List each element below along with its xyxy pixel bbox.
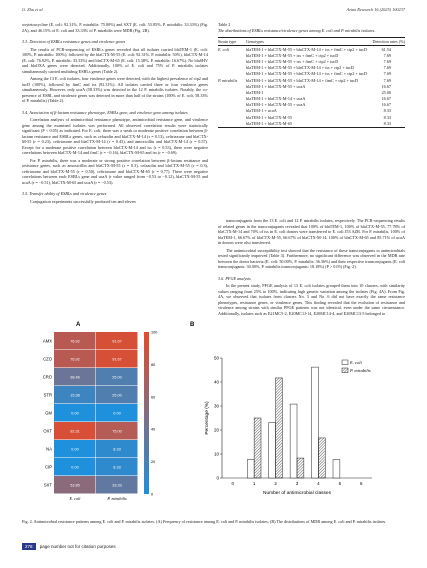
panel-label-a: A bbox=[76, 322, 81, 328]
running-header bbox=[22, 7, 405, 12]
legend-swatch bbox=[342, 360, 348, 365]
panel-label-b: B bbox=[190, 322, 195, 328]
table-cell: blaTEM-1 + blaCTX-M-65 bbox=[246, 120, 371, 127]
heatmap-value: 25.00 bbox=[112, 393, 122, 398]
table-cell: 8.33 bbox=[371, 120, 405, 127]
section-heading: 3.3. Detection of ESBLs resistance genes and virulence genes bbox=[22, 39, 126, 44]
table-cell: blaTEM-1 + blaCTX-M-55 + iss + fimC + ctp2 + iucD bbox=[246, 52, 339, 58]
table-cell: blaTEM-1 + blaCTX-M-55 + iss + fimC + ctp2 + iucD bbox=[246, 58, 339, 64]
heatmap-row-label: SXT bbox=[43, 482, 52, 488]
x-tick-label: 0 bbox=[231, 481, 234, 486]
heatmap-col-label: P. mirabilis bbox=[107, 496, 127, 501]
heatmap-value: 0.00 bbox=[71, 411, 79, 416]
table-cell: blaTEM-1 + blaCTX-M-14 + ucaA bbox=[246, 96, 306, 102]
table-cell: 61.54 bbox=[381, 46, 391, 52]
paragraph: transconjugants from the 13 E. coli and 12 P. mirabilis isolates, respectively. The PCR-sequencing results of related genes in the transconjugants revealed that 100% of blaTEM-1, 100% of blaCTX-M-55, 77.78% of blaCTX-M-14 and 70% of iss in E. coli donors were transferred to E. coli J53 AZR. For P. mirabilis, 100% of blaTEM-1, 66.67% of blaCTX-M-55, 66.67% of blaCTX-M-14, 100% of blaCTX-M-65 and 85.71% of ucaA in donors were also transferred. bbox=[218, 218, 405, 245]
x-tick-label: 3 bbox=[295, 481, 299, 486]
colorbar-tick: 0 bbox=[151, 492, 154, 497]
footer-note: page number not for citation purposes bbox=[39, 544, 116, 549]
heatmap-value: 38.46 bbox=[70, 375, 80, 380]
y-axis-label: Percentage (%) bbox=[205, 401, 210, 435]
right-column bbox=[218, 218, 405, 318]
table-cell: 7.69 bbox=[383, 52, 391, 58]
table-cell: blaTEM-1 bbox=[246, 89, 264, 95]
heatmap-value: 91.67 bbox=[112, 357, 122, 362]
table-header-cell: Detection rates (%) bbox=[372, 38, 405, 44]
table-cell: blaTEM-1 + blaCTX-M-55 + blaCTX-M-14 + iss + fimC + ctp2 + iucD bbox=[246, 71, 367, 77]
table-row bbox=[218, 46, 405, 53]
heatmap-value: 53.85 bbox=[70, 483, 80, 488]
table-cell: 8.33 bbox=[383, 114, 391, 120]
table-cell: 7.69 bbox=[383, 58, 391, 64]
table-cell bbox=[218, 120, 246, 127]
table-cell: blaTEM-1 + blaCTX-M-55 + blaCTX-M-14 + fimC + ctp2 + iucD bbox=[246, 77, 359, 83]
paragraph: For P. mirabilis, there was a moderate or strong positive correlation between β-lactam resistance and resistance genes, such as amoxicillin and blaCTX-M-55 (r = 0.3), cefazolin and blaCTX-M-55 (r = 0.3), ceftriaxone and blaCTX-M-55 (r = 0.50), ceftriaxone and blaCTX-M-65 (r = 0.77). There were negative correlations between each ESBLs gene and ucaA (r value ranged from −0.53 to −0.12), blaCTX-M-55 and ucaA (r = −0.51), blaCTX-M-65 and ucaA (r = −0.53). bbox=[22, 157, 208, 185]
y-tick-label: 30 bbox=[213, 403, 219, 409]
legend-swatch bbox=[342, 368, 348, 373]
data-table bbox=[218, 37, 405, 128]
table-cell: 8.33 bbox=[383, 108, 391, 114]
heatmap-row-label: CIP bbox=[45, 464, 52, 470]
figure-caption: Fig. 2. Antimicrobial resistance patterns among E. coli and P. mirabilis isolates. (A) Frequency of resistance among E. coli and P. mirabilis isolates; (B) The distributions of MDR among E. coli and P. mirabilis isolates. bbox=[22, 519, 387, 524]
heatmap-value: 25.00 bbox=[112, 375, 122, 380]
x-tick-label: 5 bbox=[338, 481, 342, 486]
bar-p-mirabilis bbox=[297, 458, 304, 478]
y-tick-label: 20 bbox=[213, 427, 219, 433]
page-footer bbox=[22, 544, 116, 549]
heatmap-row-label: STR bbox=[43, 392, 52, 398]
table-title: The distributions of ESBLs resistance/virulence genes among E. coli and P. mirabilis isolates. bbox=[218, 28, 376, 34]
table-cell: blaTEM-1 + blaCTX-M-55 + blaCTX-M-14 + iss + ctp2 + iucD bbox=[246, 65, 354, 71]
colorbar-tick: 100 bbox=[151, 330, 158, 335]
heatmap-value: 76.92 bbox=[70, 339, 80, 344]
bar-p-mirabilis bbox=[318, 438, 325, 478]
section-heading: 3.5. Transfer ability of ESBLs and virulence genes bbox=[22, 191, 107, 196]
x-tick-label: 6 bbox=[360, 481, 363, 486]
table-cell: blaTEM-1 + blaCTX-M-55 + ucaA bbox=[246, 83, 306, 89]
heatmap-value: 33.33 bbox=[112, 483, 122, 488]
bar-e-coli bbox=[312, 367, 319, 478]
heatmap-value: 8.33 bbox=[113, 447, 121, 452]
paragraph: Correlation analysis of antimicrobial resistance phenotype, antimicrobial resistance gene, and virulence gene among the examined isolates was performed. All observed correlation results were statistically significant (P < 0.05) as indicated. For E. coli, there was a weak or moderate positive correlation between β-lactam resistance and ESBLs genes, such as cefazolin and blaCTX-M-14 (r = 0.13), ceftriaxone and blaCTX-M-55 (r = 0.23), ceftriaxone and blaCTX-M-14 (r = 0.43), and amoxicillin and blaCTX-M-14 (r = 0.57). Except for a moderate positive correlation between blaCTX-M-14 and iss (r = 0.53), there were negative correlations between blaCTX-M-14 and fimC (r = −0.16), blaCTX-M-65 and iss (r = −0.69). bbox=[22, 117, 208, 155]
table-cell: blaTEM-1 + blaCTX-M-55 + ucaA bbox=[246, 102, 306, 108]
heatmap-value: 8.33 bbox=[113, 465, 121, 470]
section-heading: 3.6. PFGE analysis bbox=[218, 275, 251, 281]
paragraph: The results of PCR-sequencing of ESBLs genes revealed that all isolates carried blaTEM-1 (E. coli: 100%, P. mirabilis: 100%), followed by the blaCTX-M-55 (E. coli: 92.31%, P. mirabilis: 50%), blaCTX-M-14 (E. coli: 76.92%, P. mirabilis: 33.33%) and blaCTX-M-65 (E. coli: 15.38%, P. mirabilis: 16.67%). No blaSHV and blaOXA genes were detected. Additionally, 100% of E. coli and 75% of P. mirabilis isolates simultaneously carried multidrug ESBLs genes (Table 2). bbox=[22, 46, 208, 74]
table-2 bbox=[218, 22, 405, 128]
table-cell: P. mirabilis bbox=[218, 77, 238, 83]
figure-2 bbox=[22, 318, 405, 516]
table-cell: 7.69 bbox=[383, 77, 391, 83]
table-cell: blaTEM-1 + ucaA bbox=[246, 108, 277, 114]
y-tick-label: 10 bbox=[213, 451, 219, 457]
paragraph: Among the 13 E. coli isolates, four virulence genes were detected, with the highest prevalence of ctp2 and iucD (100%), followed by fimC and iss (92.31%). All isolates carried three or four virulence genes simultaneously. However, only ucaA (58.33%) was detected in the 12 P. mirabilis isolates. Notably, the co-presence of ESBL and virulence genes was detected in more than half of the strains (100% of E. coli, 58.33% of P. mirabilis) (Table 2). bbox=[22, 76, 208, 103]
heatmap-row-label: CRO bbox=[42, 374, 52, 380]
colorbar-tick: 40 bbox=[151, 427, 156, 432]
y-tick-label: 50 bbox=[213, 355, 219, 361]
heatmap-value: 75.00 bbox=[112, 429, 122, 434]
heatmap-row-label: CZO bbox=[43, 356, 52, 362]
table-row bbox=[218, 120, 405, 127]
heatmap-value: 15.38 bbox=[70, 393, 80, 398]
heatmap-col-label: E. coli bbox=[69, 496, 81, 501]
bar-p-mirabilis bbox=[276, 378, 283, 478]
colorbar-tick: 80 bbox=[151, 362, 156, 367]
table-cell: 16.67 bbox=[381, 102, 391, 108]
heatmap-value: 0.00 bbox=[113, 411, 121, 416]
table-caption: Table 2 bbox=[218, 22, 231, 27]
table-cell: 25.00 bbox=[381, 89, 391, 95]
x-tick-label: 1 bbox=[252, 481, 256, 486]
colorbar-tick: 20 bbox=[151, 460, 156, 465]
header-authors: G. Zhu et al. bbox=[22, 7, 44, 12]
table-header-cell: Strain type bbox=[218, 37, 246, 45]
table-cell: 7.69 bbox=[383, 71, 391, 77]
bar-e-coli bbox=[247, 460, 254, 478]
bar-e-coli bbox=[290, 404, 297, 478]
colorbar bbox=[144, 332, 149, 494]
heatmap-row-label: NA bbox=[46, 446, 52, 452]
heatmap-value: 0.00 bbox=[71, 465, 79, 470]
paragraph: oxytetracycline (E. coli: 92.31%, P. mirabilis: 75.00%) and SXT (E. coli: 53.85%, P. mirabilis: 33.33%) (Fig. 2A), and 46.15% of E. coli and 33.33% of P. mirabilis were MDR (Fig. 2B). bbox=[22, 22, 208, 33]
heatmap-row-label: OXT bbox=[43, 428, 52, 434]
table-cell: 16.67 bbox=[381, 83, 391, 89]
paragraph: Conjugation experiments successfully produced ten and eleven bbox=[30, 198, 136, 204]
paragraph: The antimicrobial susceptibility test showed that the resistance of these transconjugants to antimicrobials tested significantly improved (Table 3). Furthermore, no significant difference was observed in the MDR rate between the donor bacteria (E. coli: 50.00%, P. mirabilis: 36.36%) and their respective transconjugants (E. coli transconjugants: 30.00%, P. mirabilis transconjugants: 18.18%) (P > 0.05) (Fig. 2). bbox=[218, 247, 405, 269]
legend-label: E. coli bbox=[350, 360, 362, 365]
table-header-cell: Genotypes bbox=[246, 37, 371, 45]
legend-label: P. mirabilis bbox=[350, 368, 371, 373]
bar-p-mirabilis bbox=[254, 418, 261, 478]
x-tick-label: 4 bbox=[317, 481, 320, 486]
heatmap-value: 91.67 bbox=[112, 339, 122, 344]
section-heading: 3.4. Association of β-lactam resistance phenotype, ESBLs gene, and virulence gene among isolates bbox=[22, 109, 188, 115]
heatmap-row-label: AMX bbox=[42, 338, 52, 344]
table-cell: blaTEM-1 + blaCTX-M-55 + blaCTX-M-14 + iss + fimC + ctp2 + iucD bbox=[246, 46, 367, 52]
x-axis-label: Number of antimicrobial classes bbox=[263, 491, 331, 496]
table-cell: E. coli bbox=[218, 46, 229, 52]
table-cell: 7.69 bbox=[383, 65, 391, 71]
colorbar-tick: 60 bbox=[151, 395, 156, 400]
y-tick-label: 40 bbox=[213, 379, 219, 385]
bar-e-coli bbox=[333, 460, 340, 478]
heatmap-value: 76.92 bbox=[70, 357, 80, 362]
header-journal: Avian Research 16 (2025) 100237 bbox=[346, 7, 405, 12]
left-column bbox=[22, 22, 208, 206]
table-cell: 16.67 bbox=[381, 96, 391, 102]
heatmap-value: 0.00 bbox=[71, 447, 79, 452]
table-cell: blaTEM-1 + blaCTX-M-55 bbox=[246, 114, 293, 120]
bar-e-coli bbox=[269, 423, 276, 478]
heatmap-row-label: GM bbox=[45, 410, 52, 416]
heatmap-value: 92.31 bbox=[70, 429, 80, 434]
page-number: 278 bbox=[22, 543, 36, 550]
y-tick-label: 0 bbox=[216, 475, 219, 481]
x-tick-label: 2 bbox=[274, 481, 277, 486]
paragraph: In the present study, PFGE analysis of 13 E. coli isolates grouped them into 10 clusters, with similarity values ranging from 25% to 100%, indicating high genetic variation among the isolates (Fig. 4A). From Fig. 4A, we observed that isolates from clusters No. 3 and No. 6 did not have exactly the same resistance phenotypes, resistance genes, or virulence genes. This finding revealed that the evolution of resistance and virulence among strains with similar PFGE patterns was not identical, even under the same circumstance. Additionally, isolates such as E21MC5-2, E20MC1J-14, E20MC14-4, and E20MC13-5 belonged to bbox=[218, 283, 405, 316]
